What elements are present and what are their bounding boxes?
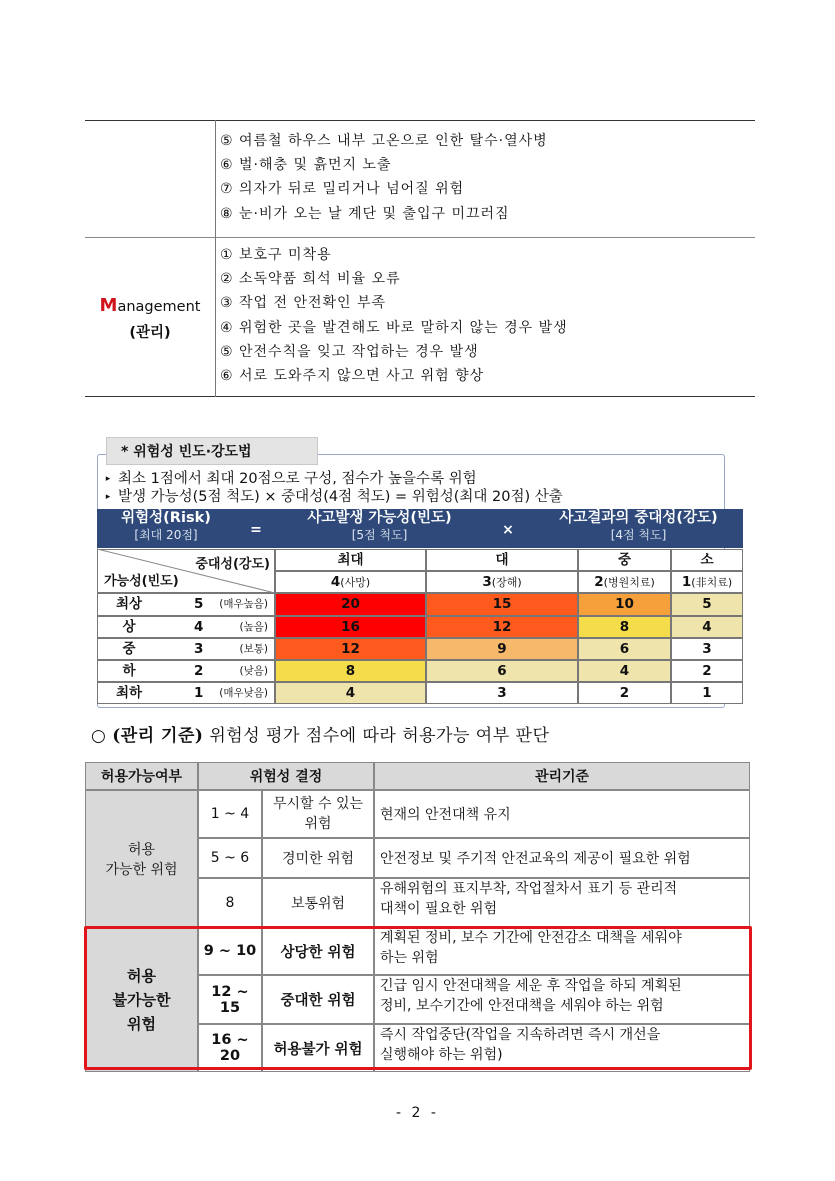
level-cell: 허용불가 위험 (262, 1024, 374, 1072)
risk-score-cell: 9 (426, 638, 578, 660)
criterion-cell: 안전정보 및 주기적 안전교육의 제공이 필요한 위험 (374, 838, 750, 878)
table-bottom-rule (85, 396, 755, 397)
acceptable-label: 허용 가능한 위험 (85, 790, 198, 927)
bullet-line (98, 488, 563, 506)
risk-score-cell: 3 (426, 682, 578, 704)
range-cell: 5 ~ 6 (198, 838, 262, 878)
range-cell: 16 ~ 20 (198, 1024, 262, 1072)
criterion-cell: 계획된 정비, 보수 기간에 안전감소 대책을 세워야 하는 위험 (374, 927, 750, 975)
criterion-cell: 현재의 안전대책 유지 (374, 790, 750, 838)
likelihood-row-label (97, 616, 275, 638)
risk-score-cell: 12 (275, 638, 426, 660)
likelihood-name: 최상 (115, 596, 143, 612)
level-cell: 경미한 위험 (262, 838, 374, 878)
list-item: ⑤ 여름철 하우스 내부 고온으로 인한 탈수·열사병 (220, 133, 548, 149)
range-cell: 9 ~ 10 (198, 927, 262, 975)
range-cell: 1 ~ 4 (198, 790, 262, 838)
bullet-text: 발생 가능성(5점 척도) × 중대성(4점 척도) = 위험성(최대 20점) 산출 (118, 489, 563, 505)
header-acceptable: 허용가능여부 (85, 762, 198, 790)
severity-col-score (671, 571, 743, 593)
list-item: ⑦ 의자가 뒤로 밀리거나 넘어질 위험 (220, 181, 465, 197)
table-top-rule (85, 120, 755, 121)
matrix-corner-cell (97, 549, 275, 593)
risk-score-cell: 10 (578, 593, 671, 616)
likelihood-score: 5 (194, 596, 204, 612)
severity-score: 4 (330, 574, 341, 590)
likelihood-name: 하 (122, 663, 136, 679)
severity-col-name: 소 (671, 549, 743, 571)
likelihood-score: 1 (194, 685, 204, 701)
likelihood-name: 중 (122, 641, 136, 657)
criteria-bold: (관리 기준) (112, 726, 204, 746)
risk-score-cell: 5 (671, 593, 743, 616)
list-item: ⑥ 서로 도와주지 않으면 사고 위험 향상 (220, 368, 485, 384)
header-risk-decision: 위험성 결정 (198, 762, 374, 790)
risk-score-cell: 2 (671, 660, 743, 682)
severity-score: 1 (681, 574, 692, 590)
severity-col-score (275, 571, 426, 593)
risk-header (97, 509, 235, 548)
header-criteria: 관리기준 (374, 762, 750, 790)
unacceptable-label: 허용 불가능한 위험 (85, 927, 198, 1072)
level-cell: 중대한 위험 (262, 975, 374, 1024)
severity-col-score (426, 571, 578, 593)
criterion-cell: 긴급 임시 안전대책을 세운 후 작업을 하되 계획된 정비, 보수기간에 안전대책을 세워야 하는 위험 (374, 975, 750, 1024)
severity-score: 2 (594, 574, 604, 590)
list-item: ② 소독약품 희석 비율 오류 (220, 271, 401, 287)
list-item: ③ 작업 전 안전확인 부족 (220, 295, 387, 311)
corner-severity-label: 중대성(강도) (195, 557, 270, 572)
severity-sub: [4점 척도] (610, 528, 667, 542)
table-mid-rule (85, 237, 755, 238)
list-item: ⑧ 눈·비가 오는 날 계단 및 출입구 미끄러짐 (220, 206, 510, 222)
corner-likelihood-label: 가능성(빈도) (104, 574, 179, 589)
likelihood-score: 3 (194, 641, 204, 657)
level-cell: 상당한 위험 (262, 927, 374, 975)
bullet-line (98, 470, 477, 488)
management-label (85, 295, 215, 344)
criterion-cell: 즉시 작업중단(작업을 지속하려면 즉시 개선을 실행해야 하는 위험) (374, 1024, 750, 1072)
management-rest: anagement (117, 299, 201, 315)
severity-col-name: 최대 (275, 549, 426, 571)
risk-score-cell: 12 (426, 616, 578, 638)
level-cell: 보통위험 (262, 878, 374, 927)
risk-score-cell: 8 (578, 616, 671, 638)
management-korean: (관리) (129, 325, 171, 341)
likelihood-sub: [5점 척도] (351, 528, 408, 542)
circle-bullet-icon: ○ (91, 726, 107, 746)
unacceptable-highlight-box (84, 926, 752, 1070)
severity-header (534, 509, 743, 548)
likelihood-desc: (매우낮음) (219, 687, 268, 699)
criterion-cell: 유해위험의 표지부착, 작업절차서 표기 등 관리적 대책이 필요한 위험 (374, 878, 750, 927)
list-item: ⑥ 벌·해충 및 흙먼지 노출 (220, 157, 392, 173)
likelihood-desc: (낮음) (239, 665, 268, 677)
triangle-bullet-icon: ▸ (105, 492, 111, 502)
likelihood-score: 2 (194, 663, 204, 679)
likelihood-row-label (97, 682, 275, 704)
likelihood-desc: (매우높음) (219, 598, 268, 610)
severity-col-score (578, 571, 671, 593)
likelihood-score: 4 (194, 619, 204, 635)
risk-score-cell: 1 (671, 682, 743, 704)
risk-score-cell: 8 (275, 660, 426, 682)
likelihood-header (277, 509, 482, 548)
risk-score-cell: 4 (275, 682, 426, 704)
list-item: ① 보호구 미착용 (220, 247, 332, 263)
management-initial: M (99, 295, 118, 316)
severity-desc: (장해) (491, 576, 522, 589)
risk-sub: [최대 20점] (134, 528, 198, 542)
risk-label: 위험성(Risk) (121, 510, 211, 526)
risk-score-cell: 6 (426, 660, 578, 682)
bullet-text: 최소 1점에서 최대 20점으로 구성, 점수가 높을수록 위험 (118, 471, 477, 487)
likelihood-row-label (97, 660, 275, 682)
likelihood-name: 상 (122, 619, 136, 635)
severity-score: 3 (482, 574, 492, 590)
risk-score-cell: 2 (578, 682, 671, 704)
severity-desc: (非치료) (691, 576, 733, 589)
severity-col-name: 중 (578, 549, 671, 571)
likelihood-desc: (보통) (239, 643, 268, 655)
times-sign: × (482, 509, 534, 548)
criteria-line (91, 721, 549, 746)
range-cell: 8 (198, 878, 262, 927)
likelihood-row-label (97, 638, 275, 660)
risk-section-title: * 위험성 빈도·강도법 (106, 437, 318, 465)
likelihood-name: 최하 (115, 685, 143, 701)
list-item: ⑤ 안전수칙을 잊고 작업하는 경우 발생 (220, 344, 479, 360)
severity-desc: (병원치료) (603, 576, 655, 589)
risk-score-cell: 16 (275, 616, 426, 638)
severity-label: 사고결과의 중대성(강도) (559, 510, 718, 526)
likelihood-desc: (높음) (239, 621, 268, 633)
risk-score-cell: 4 (671, 616, 743, 638)
level-cell: 무시할 수 있는 위험 (262, 790, 374, 838)
range-cell: 12 ~ 15 (198, 975, 262, 1024)
likelihood-row-label (97, 593, 275, 616)
risk-score-cell: 3 (671, 638, 743, 660)
triangle-bullet-icon: ▸ (105, 474, 111, 484)
equals-sign: = (235, 509, 277, 548)
likelihood-label: 사고발생 가능성(빈도) (307, 510, 452, 526)
severity-desc: (사망) (340, 576, 371, 589)
risk-score-cell: 15 (426, 593, 578, 616)
hazard-table (85, 120, 755, 397)
risk-score-cell: 6 (578, 638, 671, 660)
table-divider (215, 120, 216, 397)
severity-col-name: 대 (426, 549, 578, 571)
criteria-text: 위험성 평가 점수에 따라 허용가능 여부 판단 (203, 726, 550, 746)
list-item: ④ 위험한 곳을 발견해도 바로 말하지 않는 경우 발생 (220, 320, 568, 336)
risk-score-cell: 20 (275, 593, 426, 616)
risk-score-cell: 4 (578, 660, 671, 682)
page-number: - 2 - (396, 1105, 439, 1121)
